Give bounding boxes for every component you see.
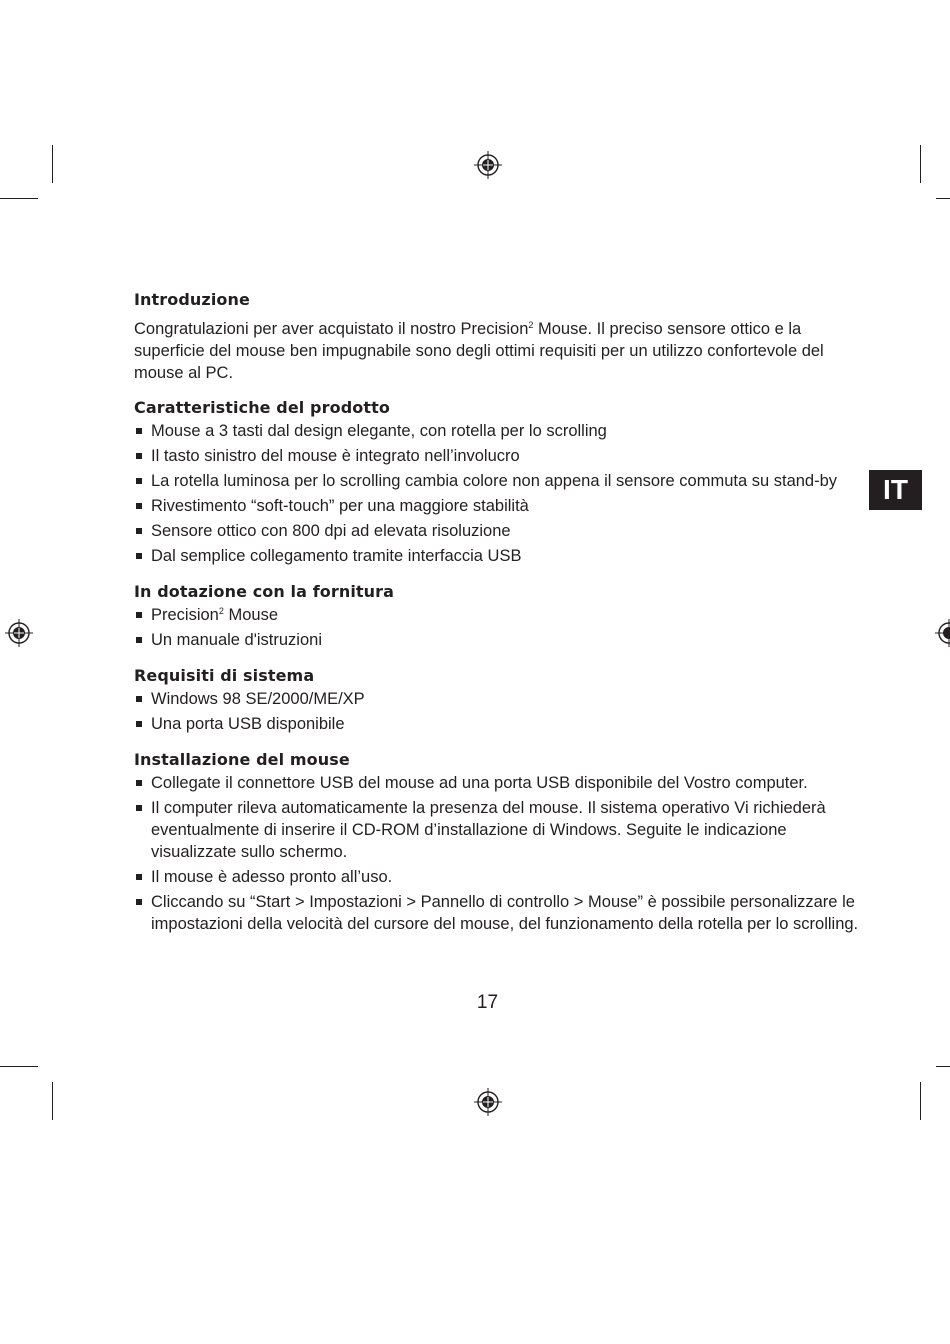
crop-mark-top-left-vertical [52, 145, 53, 183]
installation-list [134, 772, 864, 935]
list-item: Rivestimento “soft-touch” per una maggiore stabilità [134, 495, 864, 517]
registration-mark-bottom-icon [473, 1087, 503, 1117]
intro-paragraph [134, 318, 864, 384]
language-tab: IT [869, 470, 922, 510]
crop-mark-bottom-right-horizontal [936, 1066, 950, 1067]
list-item: Il mouse è adesso pronto all’uso. [134, 866, 864, 888]
manual-content [134, 290, 864, 938]
list-item: Mouse a 3 tasti dal design elegante, con rotella per lo scrolling [134, 420, 864, 442]
installation-heading: Installazione del mouse [134, 750, 350, 769]
intro-heading: Introduzione [134, 290, 250, 309]
requirements-list [134, 688, 864, 735]
intro-text-before: Congratulazioni per aver acquistato il nostro Precision [134, 320, 529, 338]
intro-text-after: Mouse. Il preciso sensore ottico e la superficie del mouse ben impugnabile sono degli ottimi requisiti per un utilizzo confortevole del mouse al PC. [134, 320, 824, 382]
crop-mark-top-right-horizontal [936, 198, 950, 199]
requirements-heading: Requisiti di sistema [134, 666, 315, 685]
registration-mark-left-icon [4, 618, 34, 648]
list-item: Dal semplice collegamento tramite interfaccia USB [134, 545, 864, 567]
package-item-superscript: 2 [218, 606, 224, 616]
list-item: Il tasto sinistro del mouse è integrato nell’involucro [134, 445, 864, 467]
list-item: Sensore ottico con 800 dpi ad elevata risoluzione [134, 520, 864, 542]
features-heading: Caratteristiche del prodotto [134, 398, 390, 417]
package-item-text-after: Mouse [223, 606, 278, 624]
list-item: Un manuale d'istruzioni [134, 629, 864, 651]
crop-mark-bottom-left-horizontal [0, 1066, 38, 1067]
list-item: Cliccando su “Start > Impostazioni > Pannello di controllo > Mouse” è possibile personalizzare le impostazioni della velocità del cursore del mouse, del funzionamento della rotella per lo scrolling. [134, 891, 864, 935]
list-item: Una porta USB disponibile [134, 713, 864, 735]
registration-mark-top-icon [473, 150, 503, 180]
crop-mark-bottom-right-vertical [920, 1082, 921, 1120]
page-number: 17 [476, 992, 499, 1013]
list-item: La rotella luminosa per lo scrolling cambia colore non appena il sensore commuta su stand-by [134, 470, 864, 492]
crop-mark-top-right-vertical [920, 145, 921, 183]
package-heading: In dotazione con la fornitura [134, 582, 395, 601]
list-item: Il computer rileva automaticamente la presenza del mouse. Il sistema operativo Vi richiederà eventualmente di inserire il CD-ROM d’installazione di Windows. Seguite le indicazione visualizzate sullo schermo. [134, 797, 864, 863]
package-item-text-before: Precision [151, 606, 219, 624]
features-list [134, 420, 864, 567]
list-item: Collegate il connettore USB del mouse ad una porta USB disponibile del Vostro computer. [134, 772, 864, 794]
crop-mark-bottom-left-vertical [52, 1082, 53, 1120]
list-item: Windows 98 SE/2000/ME/XP [134, 688, 864, 710]
crop-mark-top-left-horizontal [0, 198, 38, 199]
registration-mark-right-icon [934, 618, 950, 648]
intro-superscript: 2 [528, 320, 534, 330]
package-list [134, 604, 864, 651]
list-item [134, 604, 864, 626]
